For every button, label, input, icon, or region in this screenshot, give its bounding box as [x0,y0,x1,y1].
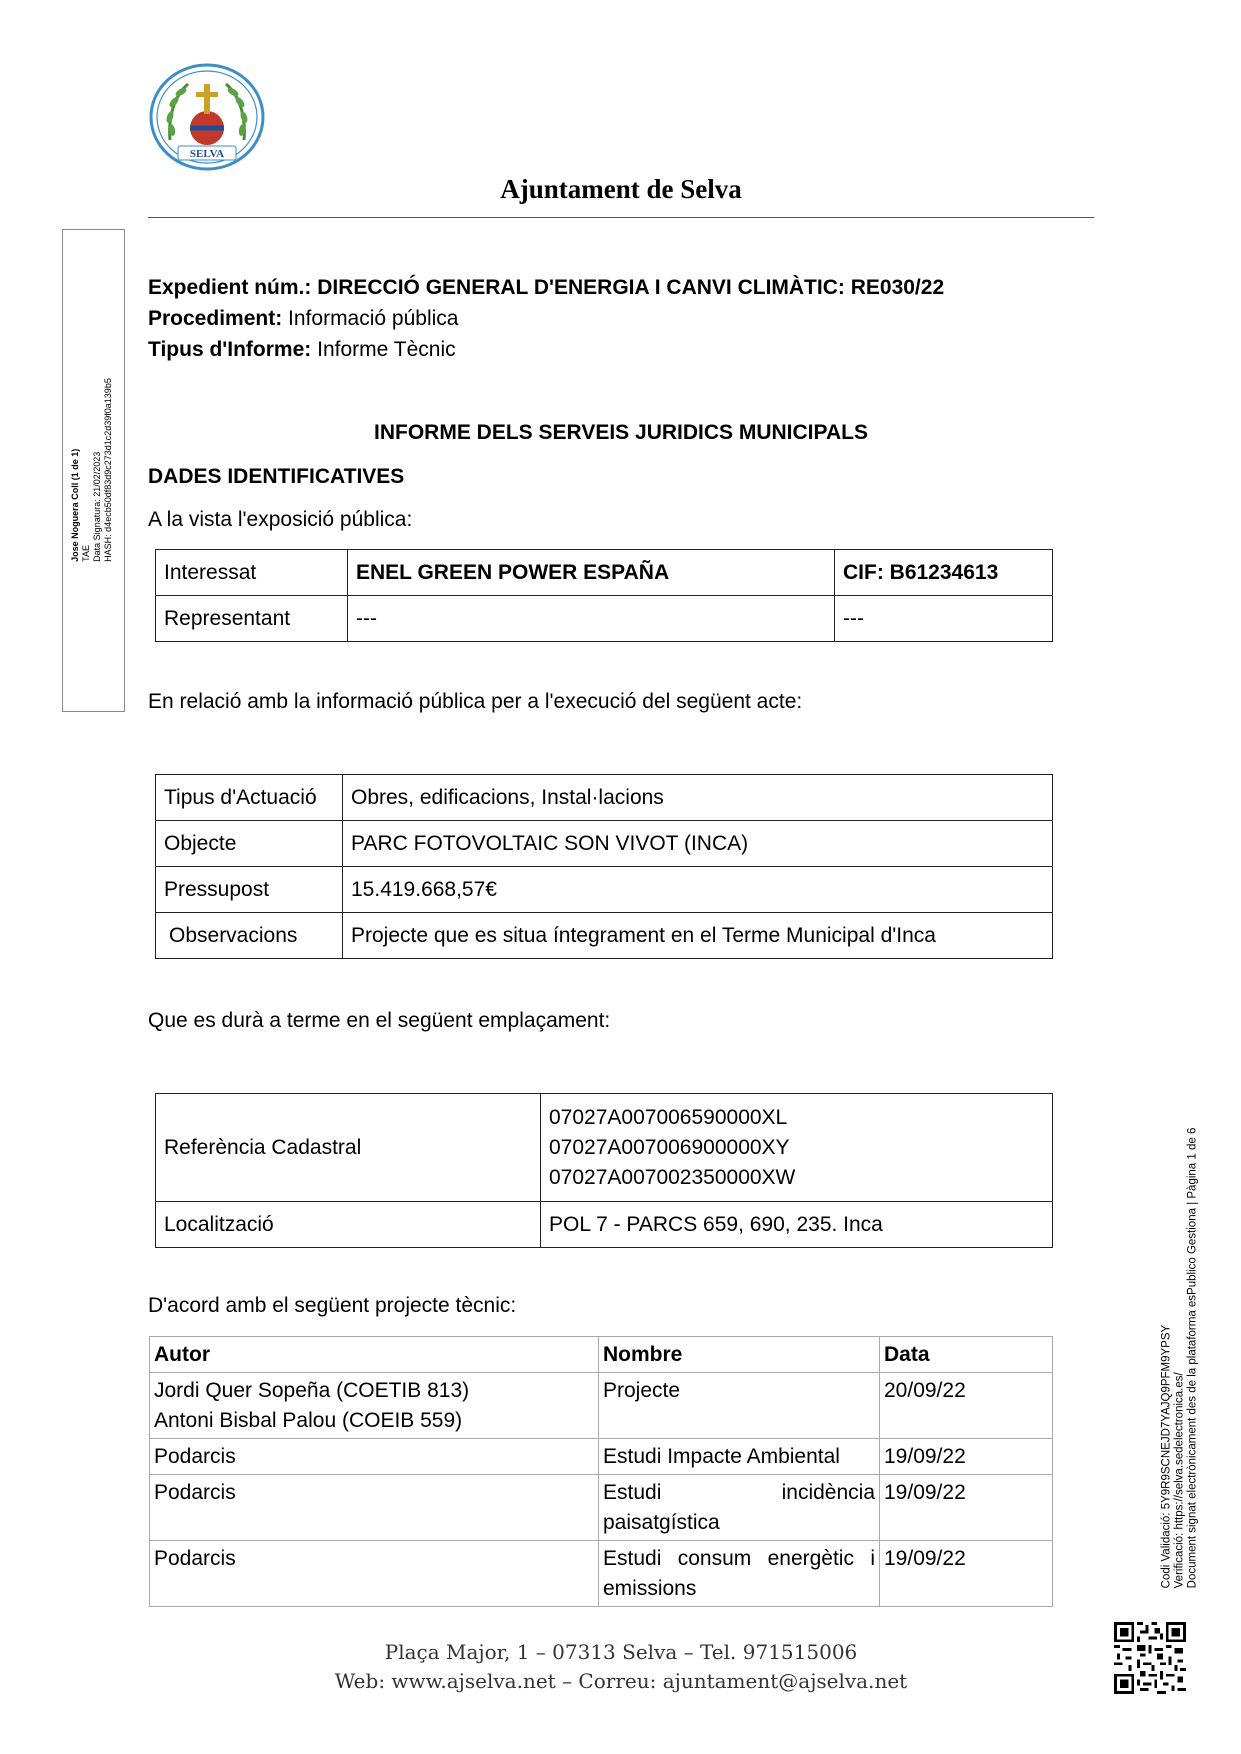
emplacament-table [155,1093,1053,1248]
row-label: Interessat [156,550,348,596]
table-row [150,1373,1053,1439]
signature-hash: HASH: d4ecb50df83d9c273d1c2d39f0a139b5 [103,378,113,562]
organization-title: Ajuntament de Selva [500,174,742,204]
document-meta [148,272,944,365]
validation-stamp [1161,1128,1200,1589]
verification-url: Verificació: https://selva.sedelectronica.es/ [1173,1372,1186,1589]
column-header: Nombre [599,1337,880,1373]
tipus-value: Informe Tècnic [317,338,456,361]
row-value: 15.419.668,57€ [343,867,1053,913]
data-cell: 19/09/22 [880,1475,1053,1541]
expedient-line [148,272,944,303]
table-row [150,1439,1053,1475]
autor-cell: Podarcis [150,1475,599,1541]
tipus-line [148,334,944,365]
row-value: Obres, edificacions, Instal·lacions [343,775,1053,821]
expedient-label: Expedient núm.: [148,276,312,299]
table-row [156,913,1053,959]
row-extra: CIF: B61234613 [835,550,1053,596]
nombre-cell: Estudi Impacte Ambiental [599,1439,880,1475]
row-label: Representant [156,596,348,642]
procediment-value: Informació pública [288,307,459,330]
tipus-label: Tipus d'Informe: [148,338,312,361]
projecte-table [149,1336,1053,1607]
row-label: Tipus d'Actuació [156,775,343,821]
validation-code: Codi Validació: 5Y9R9SCNEJD7YAJQ9PFM9YPSY [1160,1324,1173,1589]
autor-cell: Podarcis [150,1439,599,1475]
table-row [156,821,1053,867]
nombre-cell: Estudi consum energètic i emissions [599,1541,880,1607]
cadastral-refs [541,1094,1053,1202]
column-header: Autor [150,1337,599,1373]
data-cell: 20/09/22 [880,1373,1053,1439]
row-label: Localització [156,1202,541,1248]
nombre-cell: Projecte [599,1373,880,1439]
procediment-line [148,303,944,334]
row-extra: --- [835,596,1053,642]
table-row [150,1475,1053,1541]
section-title: DADES IDENTIFICATIVES [148,465,405,488]
footer-address: Plaça Major, 1 – 07313 Selva – Tel. 971515006 [384,1640,858,1664]
row-label: Observacions [156,913,343,959]
signature-date: Data Signatura: 21/02/2023 [92,451,102,562]
logo-text: SELVA [189,148,225,160]
signer-role: TAE [81,544,91,562]
table-header-row [150,1337,1053,1373]
autor-line: Antoni Bisbal Palou (COEIB 559) [154,1409,463,1432]
table-row [156,775,1053,821]
row-label: Referència Cadastral [156,1094,541,1202]
column-header: Data [880,1337,1053,1373]
autor-cell: Podarcis [150,1541,599,1607]
intro-emplacament: Que es durà a terme en el següent emplaçament: [148,1009,611,1032]
autor-cell [150,1373,599,1439]
cadastral-ref: 07027A007002350000XW [549,1165,796,1189]
table-row [156,596,1053,642]
cadastral-ref: 07027A007006900000XY [549,1135,790,1159]
header-divider [148,217,1094,218]
signer-name: Jose Noguera Coll (1 de 1) [70,448,80,562]
table-row [156,1094,1053,1202]
autor-line: Jordi Quer Sopeña (COETIB 813) [154,1379,470,1402]
signed-notice: Document signat electrònicament des de la plataforma esPublico Gestiona | Pàgina 1 de 6 [1186,1127,1199,1589]
cadastral-ref: 07027A007006590000XL [549,1105,788,1129]
data-cell: 19/09/22 [880,1439,1053,1475]
interessat-table [155,549,1053,642]
row-value: --- [348,596,835,642]
qr-code-icon [1114,1622,1186,1694]
table-row [156,1202,1053,1248]
intro-exposicio: A la vista l'exposició pública: [148,508,413,531]
data-cell: 19/09/22 [880,1541,1053,1607]
actuacio-table [155,774,1053,959]
row-value: POL 7 - PARCS 659, 690, 235. Inca [541,1202,1053,1248]
row-value: PARC FOTOVOLTAIC SON VIVOT (INCA) [343,821,1053,867]
row-label: Pressupost [156,867,343,913]
row-label: Objecte [156,821,343,867]
procediment-label: Procediment: [148,307,283,330]
row-value: ENEL GREEN POWER ESPAÑA [348,550,835,596]
nombre-cell: Estudi incidència paisatgística [599,1475,880,1541]
municipal-logo [148,62,266,172]
intro-projecte: D'acord amb el següent projecte tècnic: [148,1294,517,1317]
signature-block [70,378,114,562]
document-title: INFORME DELS SERVEIS JURIDICS MUNICIPALS [374,421,868,444]
expedient-value: DIRECCIÓ GENERAL D'ENERGIA I CANVI CLIMÀTIC: RE030/22 [317,276,945,299]
row-value: Projecte que es situa íntegrament en el Terme Municipal d'Inca [343,913,1053,959]
intro-execucio: En relació amb la informació pública per a l'execució del següent acte: [148,690,803,713]
footer-contact: Web: www.ajselva.net – Correu: ajuntament@ajselva.net [334,1669,908,1693]
table-row [156,867,1053,913]
table-row [150,1541,1053,1607]
table-row [156,550,1053,596]
